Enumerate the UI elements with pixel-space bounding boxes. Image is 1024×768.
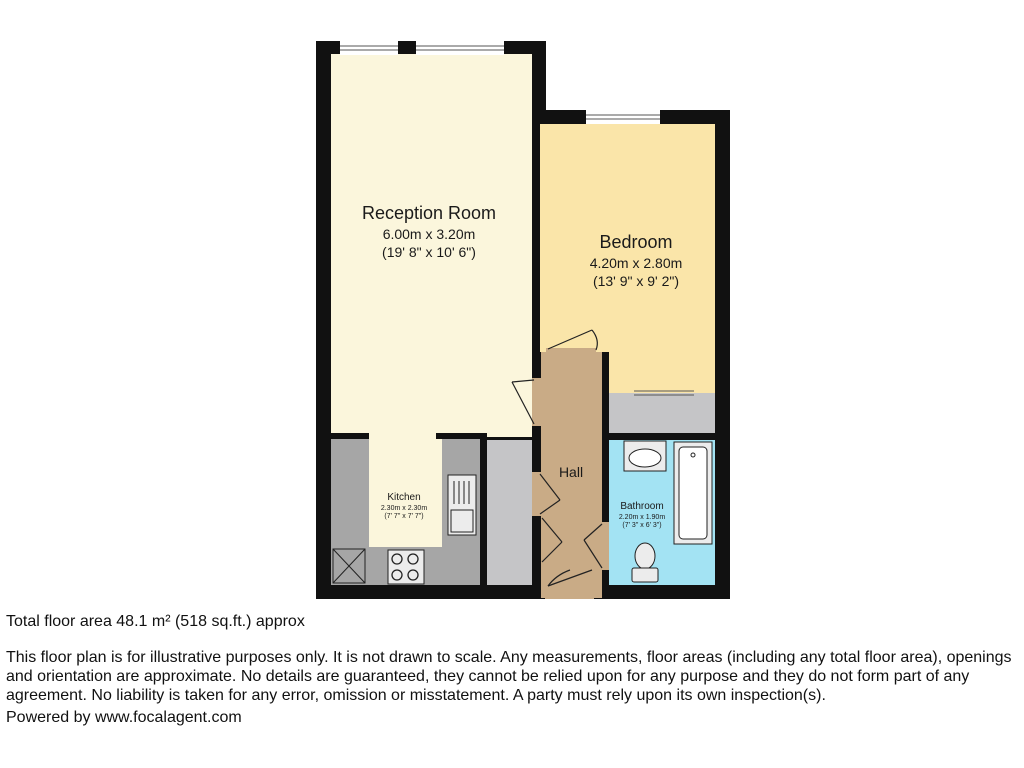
reception-room-metric: 6.00m x 3.20m [382,226,476,242]
hall-name: Hall [558,464,584,480]
hall-door-opening-bathroom [602,522,609,570]
bedroom-window [586,110,660,124]
kitchen-imperial: (7' 7" x 7' 7") [384,513,424,520]
cupboard-wall [480,433,487,588]
reception-room-imperial: (19' 8" x 10' 6") [382,244,476,260]
kitchen-partition-wall [331,433,369,439]
bedroom-bottom-wall [602,388,608,433]
reception-window-right [416,41,504,55]
bedroom-imperial: (13' 9" x 9' 2") [592,273,680,289]
hall-door-opening-cupboard [532,472,541,516]
disclaimer-text: This floor plan is for illustrative purposes only. It is not drawn to scale. Any measurements, floor areas (including any total floor area), openings and orientation are approximate. No details are guaranteed, they cannot be relied upon for any purpose and they do not form part of any agreement. No liability is taken for any error, omission or misstatement. A party must rely upon its own inspection(s). [6,649,1012,704]
entrance-door-opening [545,585,594,599]
reception-window-left [340,41,398,55]
bathtub [674,442,712,544]
hob [388,550,424,584]
powered-by-text: Powered by www.focalagent.com [6,709,242,726]
bathroom-metric: 2.20m x 1.90m [618,514,666,521]
bedroom-wardrobe [608,393,715,433]
kitchen-sink [448,475,476,535]
bathroom-name: Bathroom [620,501,664,512]
bathroom-imperial: (7' 3" x 6' 3") [622,522,662,529]
kitchen-name: Kitchen [387,492,421,503]
hall-door-opening-bedroom [546,348,596,354]
reception-room-name: Reception Room [361,203,497,223]
hall-door-opening-reception [532,378,541,426]
bedroom-name: Bedroom [599,232,673,252]
hall-cupboard [487,440,532,585]
total-floor-area: Total floor area 48.1 m² (518 sq.ft.) approx [6,613,305,630]
kitchen-counter-left [331,439,369,585]
kitchen-partition-wall-right [436,433,482,439]
bedroom-metric: 4.20m x 2.80m [589,255,683,271]
bathroom-top-wall [602,433,730,440]
kitchen-metric: 2.30m x 2.30m [380,505,428,512]
bathroom-basin [624,441,666,471]
